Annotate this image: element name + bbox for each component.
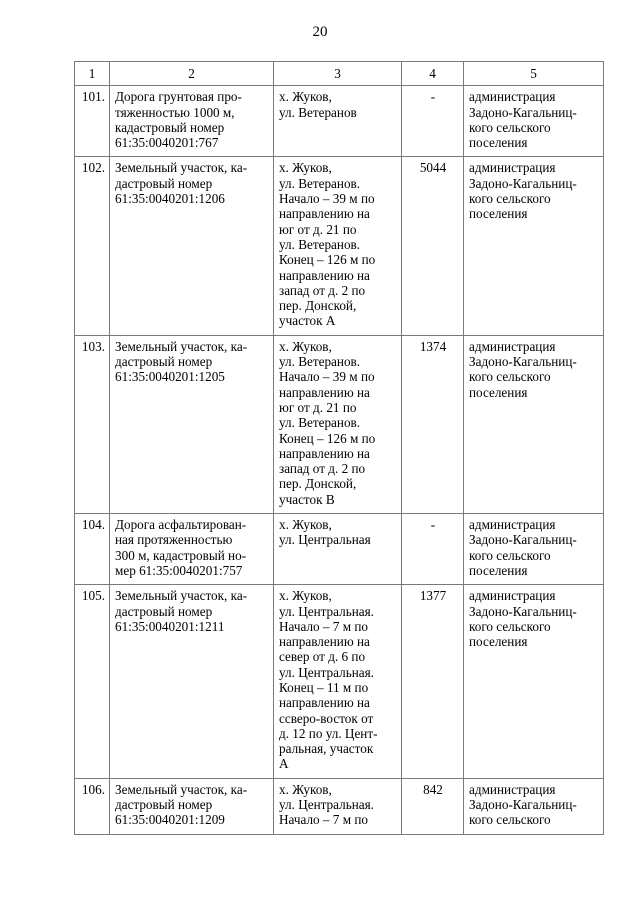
object-owner: администрация Задоно-Кагальниц- кого сельского поселения (464, 157, 604, 335)
object-area: 1377 (402, 585, 464, 779)
table-row (75, 514, 604, 585)
object-address: х. Жуков, ул. Центральная. Начало – 7 м по направлению на север от д. 6 по ул. Центральная. Конец – 11 м по направлению на ссверо-восток от д. 12 по ул. Цент- ральная, участок А (274, 585, 402, 779)
object-address: х. Жуков, ул. Ветеранов. Начало – 39 м по направлению на юг от д. 21 по ул. Ветеранов. Конец – 126 м по направлению на запад от д. 2 по пер. Донской, участок А (274, 157, 402, 335)
row-number: 102. (75, 157, 110, 335)
property-registry-table (74, 61, 604, 835)
header-col-3: 3 (274, 62, 402, 86)
object-name: Земельный участок, ка- дастровый номер 61:35:0040201:1209 (110, 778, 274, 834)
object-name: Дорога асфальтирован- ная протяженностью 300 м, кадастровый но- мер 61:35:0040201:757 (110, 514, 274, 585)
row-number: 103. (75, 335, 110, 513)
object-area: 842 (402, 778, 464, 834)
page-number: 20 (312, 24, 328, 40)
header-col-2: 2 (110, 62, 274, 86)
header-col-5: 5 (464, 62, 604, 86)
object-owner: администрация Задоно-Кагальниц- кого сельского поселения (464, 585, 604, 779)
object-address: х. Жуков, ул. Ветеранов (274, 86, 402, 157)
row-number: 101. (75, 86, 110, 157)
object-area: 1374 (402, 335, 464, 513)
object-name: Земельный участок, ка- дастровый номер 61:35:0040201:1211 (110, 585, 274, 779)
object-area: - (402, 86, 464, 157)
header-col-1: 1 (75, 62, 110, 86)
object-owner: администрация Задоно-Кагальниц- кого сельского (464, 778, 604, 834)
object-name: Земельный участок, ка- дастровый номер 61:35:0040201:1206 (110, 157, 274, 335)
row-number: 105. (75, 585, 110, 779)
object-name: Земельный участок, ка- дастровый номер 61:35:0040201:1205 (110, 335, 274, 513)
object-owner: администрация Задоно-Кагальниц- кого сельского поселения (464, 514, 604, 585)
object-address: х. Жуков, ул. Центральная (274, 514, 402, 585)
row-number: 104. (75, 514, 110, 585)
table-header-row (75, 62, 604, 86)
object-owner: администрация Задоно-Кагальниц- кого сельского поселения (464, 86, 604, 157)
header-col-4: 4 (402, 62, 464, 86)
table-row (75, 335, 604, 513)
table-row (75, 778, 604, 834)
table-row (75, 86, 604, 157)
object-address: х. Жуков, ул. Ветеранов. Начало – 39 м по направлению на юг от д. 21 по ул. Ветеранов. Конец – 126 м по направлению на запад от д. 2 по пер. Донской, участок В (274, 335, 402, 513)
row-number: 106. (75, 778, 110, 834)
object-area: 5044 (402, 157, 464, 335)
object-address: х. Жуков, ул. Центральная. Начало – 7 м по (274, 778, 402, 834)
object-owner: администрация Задоно-Кагальниц- кого сельского поселения (464, 335, 604, 513)
object-name: Дорога грунтовая про- тяженностью 1000 м, кадастровый номер 61:35:0040201:767 (110, 86, 274, 157)
object-area: - (402, 514, 464, 585)
table-row (75, 157, 604, 335)
table-row (75, 585, 604, 779)
